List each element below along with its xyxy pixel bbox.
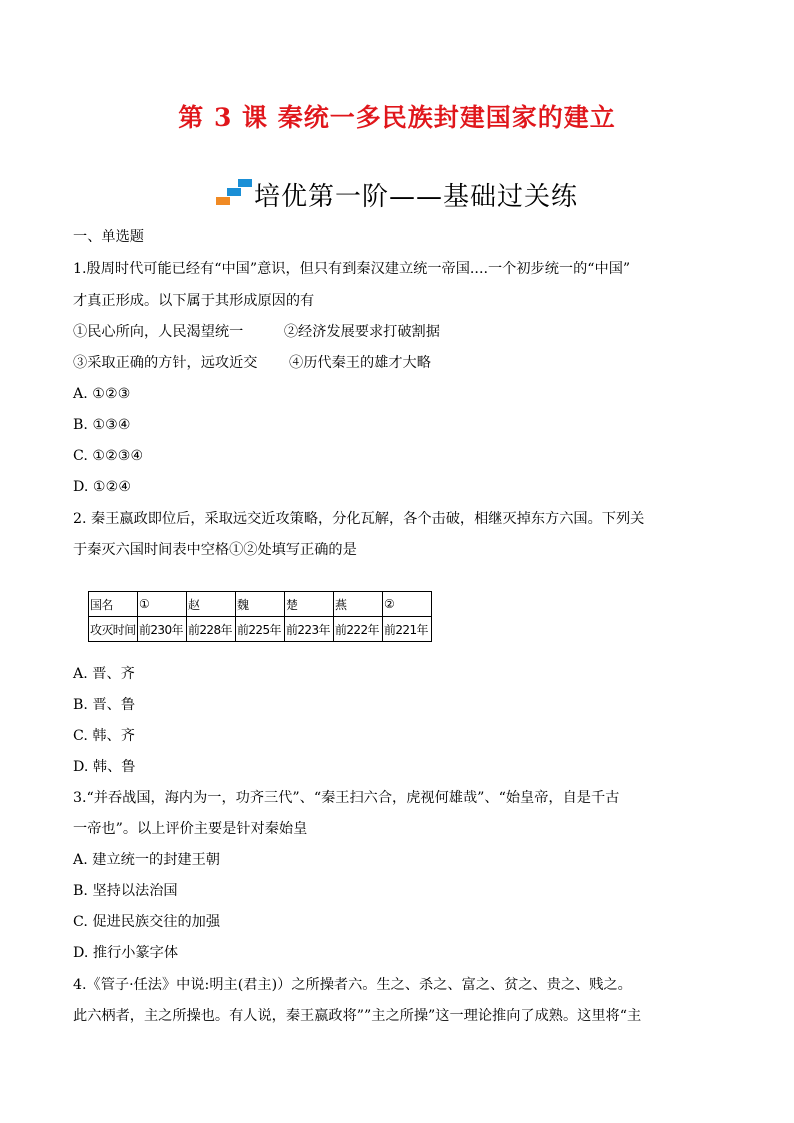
question-2-stem-line-1: 2. 秦王嬴政即位后，采取远交近攻策略，分化瓦解，各个击破，相继灭掉东方六国。下列关	[73, 511, 645, 527]
question-2-option-b: B. 晋、鲁	[73, 697, 136, 713]
question-1-option-a: A. ①②③	[73, 386, 131, 402]
section-title-text: 培优第一阶——基础过关练	[253, 182, 578, 212]
table-cell: 前221年	[383, 617, 432, 642]
question-3-option-a: A. 建立统一的封建王朝	[73, 852, 220, 868]
table-cell: 楚	[285, 592, 334, 617]
question-1-items-line-1: ①民心所向，人民渴望统一 ②经济发展要求打破割据	[73, 324, 440, 340]
part-label: 一、单选题	[73, 229, 144, 245]
table-cell: 前228年	[187, 617, 236, 642]
table-row-states	[89, 592, 432, 617]
table-cell: 赵	[187, 592, 236, 617]
table-cell: 燕	[334, 592, 383, 617]
table-cell: ①	[138, 592, 187, 617]
question-3-stem-line-2: 一帝也”。以上评价主要是针对秦始皇	[73, 821, 308, 837]
question-1-option-c: C. ①②③④	[73, 448, 144, 464]
table-cell: 国名	[89, 592, 138, 617]
stairs-icon-step-middle	[227, 188, 241, 196]
question-1-stem-line-2: 才真正形成。以下属于其形成原因的有	[73, 293, 315, 309]
question-3-option-b: B. 坚持以法治国	[73, 883, 178, 899]
question-1-option-d: D. ①②④	[73, 479, 132, 495]
table-cell: 前225年	[236, 617, 285, 642]
conquest-timeline-table	[88, 591, 432, 642]
table-cell: 前223年	[285, 617, 334, 642]
question-3-stem-line-1: 3.“并吞战国，海内为一，功齐三代”、“秦王扫六合，虎视何雄哉”、“始皇帝，自是千古	[73, 790, 620, 806]
question-1-items-line-2: ③采取正确的方针，远攻近交 ④历代秦王的雄才大略	[73, 355, 431, 371]
question-2-option-c: C. 韩、齐	[73, 728, 135, 744]
stairs-icon-step-top	[238, 179, 252, 187]
table-cell: 攻灭时间	[89, 617, 138, 642]
question-4-stem-line-2: 此六柄者，主之所操也。有人说，秦王嬴政将””主之所操”这一理论推向了成熟。这里将“主	[73, 1008, 642, 1024]
question-4-stem-line-1: 4.《管子·任法》中说:明主(君主)）之所操者六。生之、杀之、富之、贫之、贵之、贱之。	[73, 977, 632, 993]
question-1-option-b: B. ①③④	[73, 417, 131, 433]
page-title: 第 3 课 秦统一多民族封建国家的建立	[178, 103, 616, 132]
table-cell: 魏	[236, 592, 285, 617]
question-3-option-d: D. 推行小篆字体	[73, 945, 179, 961]
question-1-stem-line-1: 1.殷周时代可能已经有“中国”意识，但只有到秦汉建立统一帝国....一个初步统一的“中国”	[73, 261, 631, 277]
stairs-icon-step-bottom	[216, 197, 230, 205]
table-cell: 前230年	[138, 617, 187, 642]
table-row-dates	[89, 617, 432, 642]
question-3-option-c: C. 促进民族交往的加强	[73, 914, 221, 930]
question-2-option-d: D. 韩、鲁	[73, 759, 136, 775]
table-cell: 前222年	[334, 617, 383, 642]
question-2-option-a: A. 晋、齐	[73, 666, 135, 682]
section-heading	[0, 176, 794, 213]
question-2-stem-line-2: 于秦灭六国时间表中空格①②处填写正确的是	[73, 542, 357, 558]
table-cell: ②	[383, 592, 432, 617]
stairs-icon	[216, 179, 252, 207]
